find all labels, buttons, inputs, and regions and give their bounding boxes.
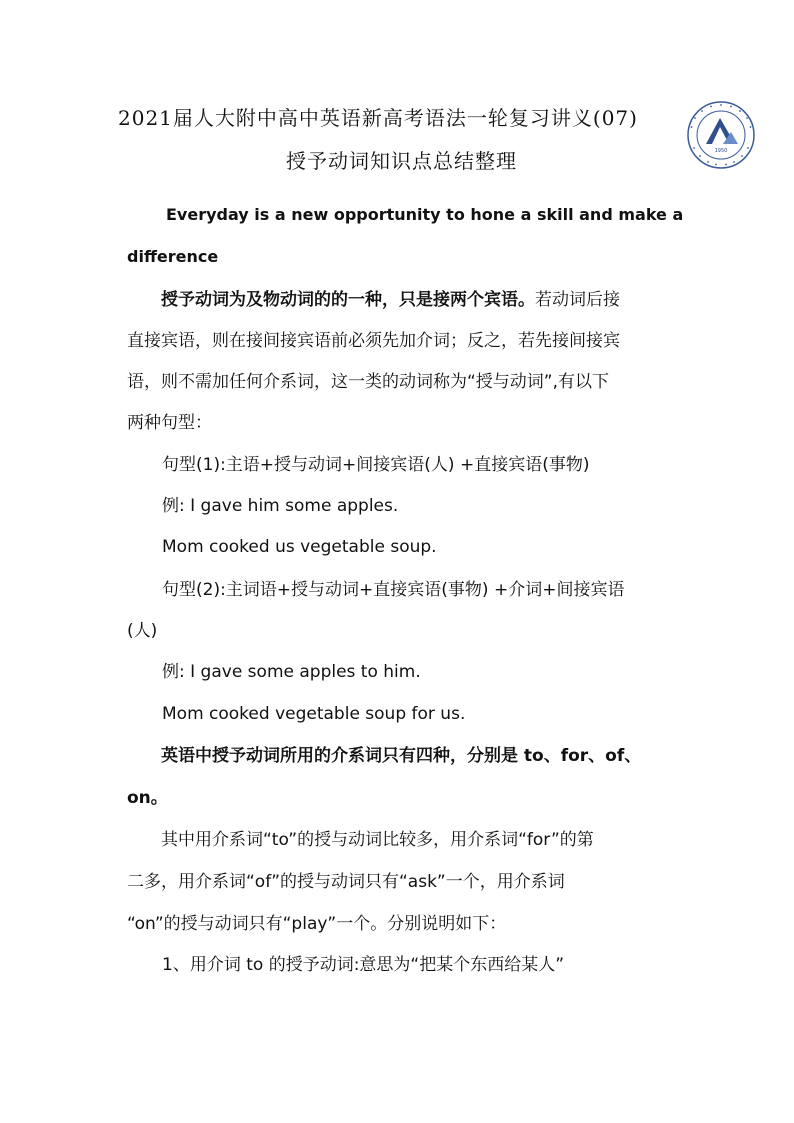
paragraph2-line1: 英语中授予动词所用的介系词只有四种，分别是 to、for、of、 bbox=[161, 746, 642, 766]
example2-a: 例: I gave some apples to him. bbox=[162, 662, 421, 682]
seal-year: 1950 bbox=[714, 148, 728, 154]
paragraph2-line2: on。 bbox=[127, 788, 168, 808]
pattern1: 句型(1):主语+授与动词+间接宾语(人) +直接宾语(事物) bbox=[162, 455, 590, 475]
paragraph1-line1 bbox=[161, 289, 620, 311]
paragraph1-line4: 两种句型： bbox=[127, 413, 212, 433]
example1-b: Mom cooked us vegetable soup. bbox=[162, 537, 437, 557]
paragraph1-lead-rest: 若动词后接 bbox=[535, 290, 620, 310]
paragraph3-line2: 二多，用介系词“of”的授与动词只有“ask”一个，用介系词 bbox=[127, 872, 565, 892]
paragraph4-line1: 1、用介词 to 的授予动词:意思为“把某个东西给某人” bbox=[162, 955, 565, 975]
paragraph1-bold-lead: 授予动词为及物动词的的一种，只是接两个宾语。 bbox=[161, 290, 535, 310]
doc-title-line2: 授予动词知识点总结整理 bbox=[286, 149, 517, 173]
school-seal-logo bbox=[686, 100, 756, 170]
paragraph1-line3: 语，则不需加任何介系词，这一类的动词称为“授与动词”,有以下 bbox=[127, 372, 610, 392]
paragraph1-line2: 直接宾语，则在接间接宾语前必须先加介词；反之，若先接间接宾 bbox=[127, 331, 620, 351]
doc-title-line1: 2021届人大附中高中英语新高考语法一轮复习讲义(07) bbox=[118, 106, 638, 130]
quote-line1: Everyday is a new opportunity to hone a skill and make a bbox=[166, 205, 684, 224]
pattern2-line1: 句型(2):主词语+授与动词+直接宾语(事物) +介词+间接宾语 bbox=[162, 580, 625, 600]
paragraph3-line3: “on”的授与动词只有“play”一个。分别说明如下： bbox=[127, 914, 507, 934]
paragraph3-line1: 其中用介系词“to”的授与动词比较多，用介系词“for”的第 bbox=[161, 830, 594, 850]
quote-line2: difference bbox=[127, 247, 219, 266]
example2-b: Mom cooked vegetable soup for us. bbox=[162, 704, 466, 724]
pattern2-line2: (人) bbox=[127, 621, 158, 641]
example1-a: 例: I gave him some apples. bbox=[162, 496, 399, 516]
